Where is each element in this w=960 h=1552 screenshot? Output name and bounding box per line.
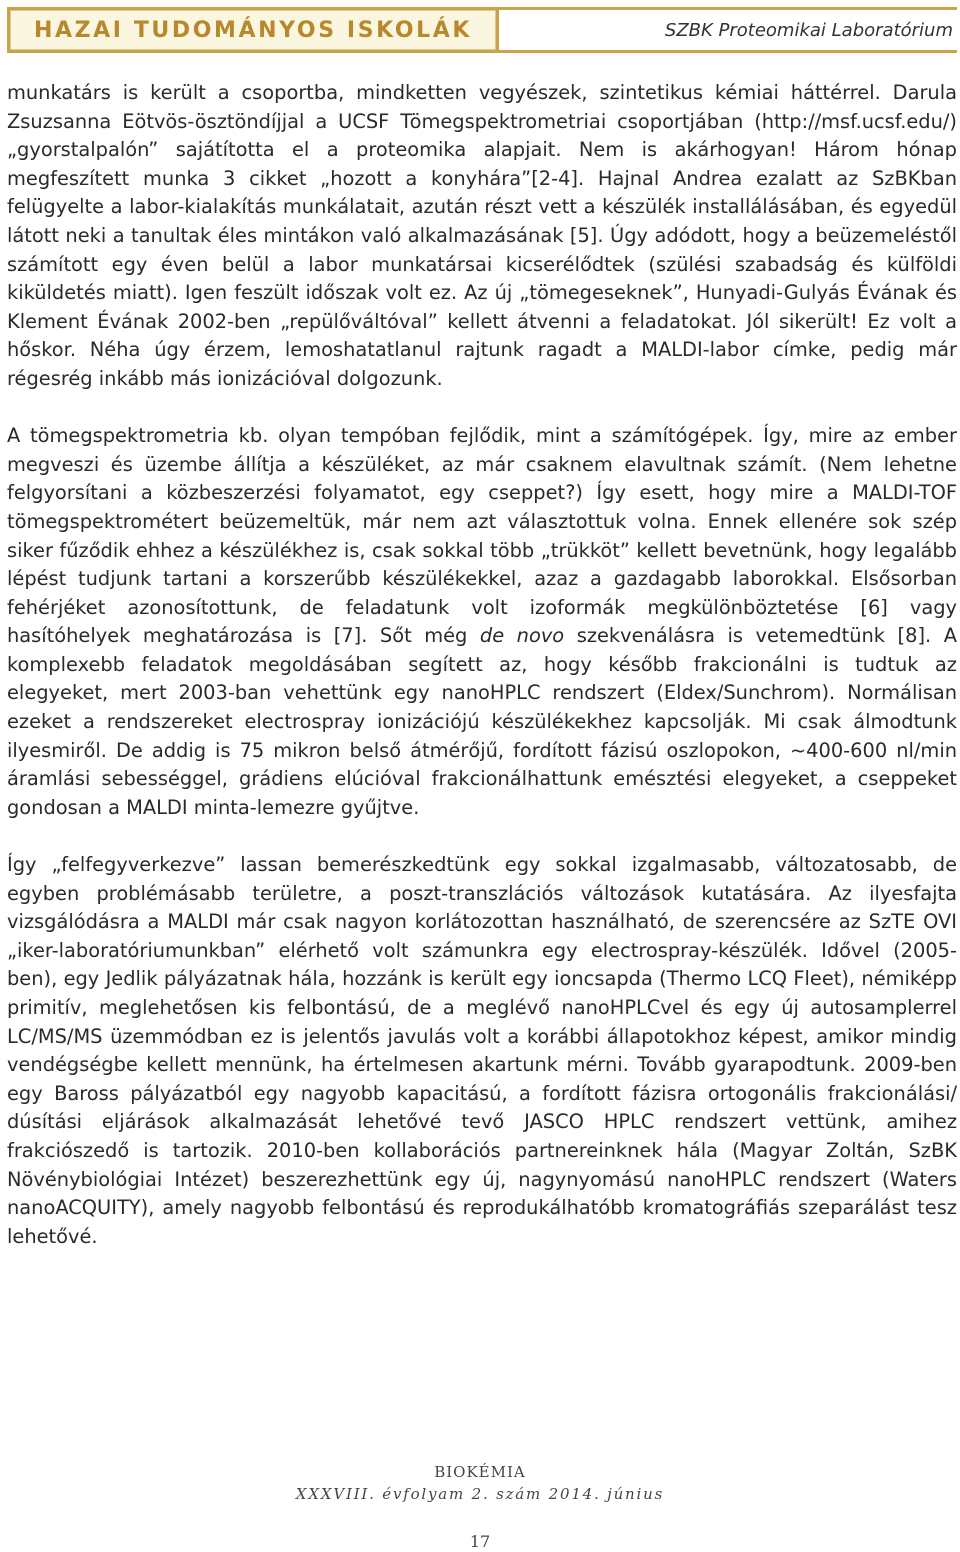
page-header — [7, 7, 957, 53]
paragraph-2-part-2: szekvenálásra is vetemedtünk [8]. A komplexebb feladatok megoldásában segített az, hogy később frakcionálni is tudtuk az elegyeket, mert 2003-ban vehettünk egy nanoHPLC rendszert (Eldex/Sunchrom). Normálisan ezeket a rendszereket electrospray ionizációjú készülékekhez kapcsolják. Mi csak álmodtunk ilyesmiről. De addig is 75 mikron belső átmérőjű, fordított fázisú oszlopokon, ~400-600 nl/min áramlási sebességgel, grádiens elúcióval frakcionálhattunk emésztési elegyeket, a cseppeket gondosan a MALDI minta-lemezre gyűjtve. — [7, 624, 957, 819]
article-body — [7, 79, 957, 1280]
page-number: 17 — [469, 1532, 491, 1551]
lab-name: SZBK Proteomikai Laboratórium — [664, 20, 953, 41]
paragraph-2-part-1: A tömegspektrometria kb. olyan tempóban fejlődik, mint a számítógépek. Így, mire az ember megveszi és üzembe állítja a készüléket, az már csaknem elavultnak számít. (Nem lehetne felgyorsítani a közbeszerzési folyamatot, egy cseppet?) Így esett, hogy mire a MALDI-TOF tömegspektrométert beüzemeltük, már nem azt választottuk volna. Ennek ellenére sok szép siker fűződik ehhez a készülékhez is, csak sokkal több „trükköt” kellett bevetnünk, hogy legalább lépést tudjunk tartani a korszerűbb készülékekkel, azaz a gazdagabb laborokkal. Elsősorban fehérjéket azonosítottunk, de feladatunk volt izoformák megkülönböztetése [6] vagy hasítóhelyek meghatározása is [7]. Sőt még — [7, 424, 957, 648]
journal-name: BIOKÉMIA — [434, 1463, 526, 1481]
italic-term: de novo — [479, 624, 565, 648]
section-title: HAZAI TUDOMÁNYOS ISKOLÁK — [33, 17, 473, 43]
issue-info: XXXVIII. évfolyam 2. szám 2014. június — [295, 1485, 665, 1503]
paragraph-1: munkatárs is került a csoportba, mindketten vegyészek, szintetikus kémiai háttérrel. Darula Zsuzsanna Eötvös-ösztöndíjjal a UCSF Tömegspektrometriai csoportjában (http://msf.ucsf.edu/) „gyorstalpalón” sajátította el a proteomika alapjait. Nem is akárhogyan! Három hónap megfeszített munka 3 cikket „hozott a konyhára”[2-4]. Hajnal Andrea ezalatt az SzBKban felügyelte a labor-kialakítás munkálatait, azután részt vett a készülék installálásában, és egyedül látott neki a tanultak éles mintákon való alkalmazásának [5]. Úgy adódott, hogy a beüzemeléstől számított egy éven belül a labor munkatársai kicserélődtek (szülési szabadság és külföldi kiküldetés miatt). Igen feszült időszak volt ez. Az új „tömegeseknek”, Hunyadi-Gulyás Évának és Klement Évának 2002-ben „repülőváltóval” kellett átvenni a feladatokat. Jól sikerült! Ez volt a hőskor. Néha úgy érzem, lemoshatatlanul rajtunk ragadt a MALDI-labor címke, pedig már régesrég inkább más ionizációval dolgozunk. — [7, 81, 957, 390]
section-title-box — [7, 7, 499, 53]
paragraph-2 — [7, 422, 957, 822]
paragraph-3: Így „felfegyverkezve” lassan bemerészkedtünk egy sokkal izgalmasabb, változatosabb, de egyben problémásabb területre, a poszt-transzlációs változások kutatására. Az ilyesfajta vizsgálódásra a MALDI már csak nagyon korlátozottan használható, de szerencsére az SzTE OVI „iker-laboratóriumunkban” elérhető volt számunkra egy electrospray-készülék. Idővel (2005-ben), egy Jedlik pályázatnak hála, hozzánk is került egy ioncsapda (Thermo LCQ Fleet), némiképp primitív, meglehetősen kis felbontású, de a meglévő nanoHPLCvel és egy új autosamplerrel LC/MS/MS üzemmódban ez is jelentős javulás volt a korábbi állapotokhoz képest, amikor mindig vendégségbe kellett mennünk, ha értelmesen akartunk mérni. Tovább gyarapodtunk. 2009-ben egy Baross pályázatból egy nagyobb kapacitású, a fordított fázisra ortogonális frakcionálási/ dúsítási eljárások alkalmazását lehetővé tevő JASCO HPLC rendszert vettünk, amihez frakciószedő is tartozik. 2010-ben kollaborációs partnereinknek hála (Magyar Zoltán, SzBK Növénybiológiai Intézet) beszerezhettünk egy új, nagynyomású nanoHPLC rendszert (Waters nanoACQUITY), amely nagyobb felbontású és reprodukálhatóbb kromatográfiás szeparálást tesz lehetővé. — [7, 853, 957, 1248]
